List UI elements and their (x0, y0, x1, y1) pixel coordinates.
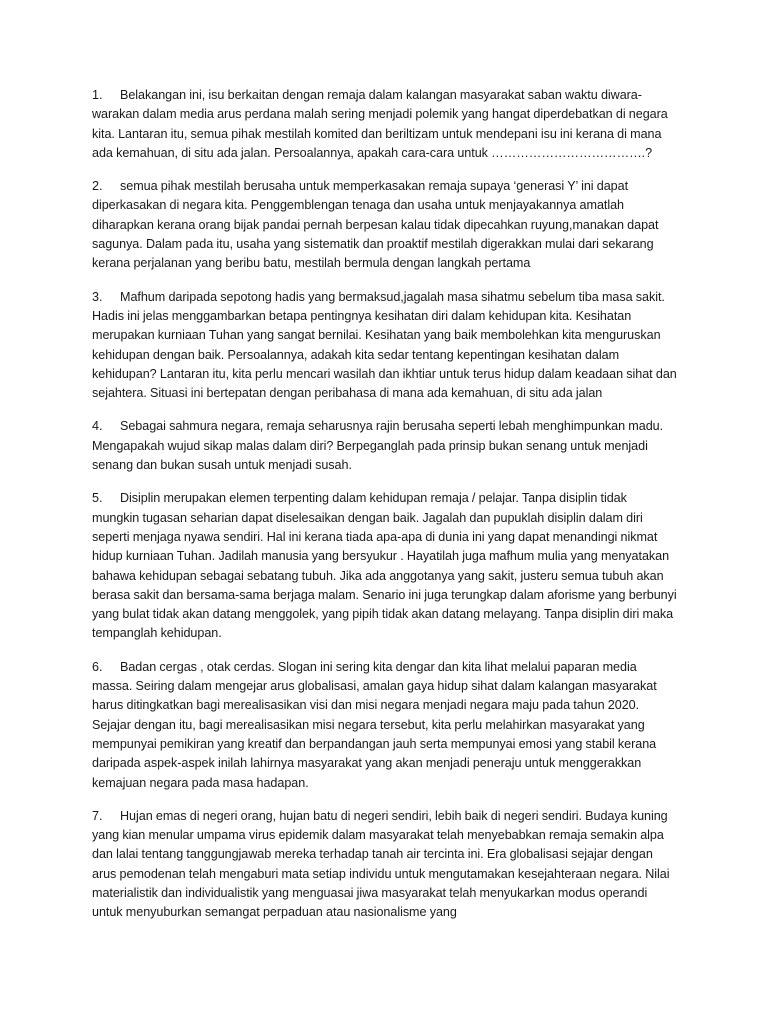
paragraph-number: 6. (92, 659, 103, 674)
paragraph-number: 2. (92, 179, 103, 194)
paragraph-text: Sebagai sahmura negara, remaja seharusnya rajin berusaha seperti lebah menghimpunkan madu. Mengapakah wujud sikap malas dalam diri? Berpeganglah pada prinsip bukan senang untuk menjadi senang dan bukan susah untuk menjadi susah. (92, 419, 664, 473)
paragraph-number: 4. (92, 419, 103, 434)
paragraph-number: 5. (92, 491, 103, 506)
paragraph-5 (92, 489, 677, 643)
paragraph-number: 3. (92, 289, 103, 304)
paragraph-text: semua pihak mestilah berusaha untuk memperkasakan remaja supaya ‘generasi Y’ ini dapat diperkasakan di negara kita. Penggemblengan tenaga dan usaha untuk menjayakannya amatlah diharapkan kerana orang bijak pandai pernah berpesan kalau tidak dipecahkan ruyung,manakan dapat sagunya. Dalam pada itu, usaha yang sistematik dan proaktif mestilah digerakkan mulai dari sekarang kerana perjalanan yang beribu batu, mestilah bermula dengan langkah pertama (92, 179, 659, 271)
paragraph-number: 7. (92, 808, 103, 823)
paragraph-1 (92, 86, 677, 163)
paragraph-text: Hujan emas di negeri orang, hujan batu di negeri sendiri, lebih baik di negeri sendiri. Budaya kuning yang kian menular umpama virus epidemik dalam masyarakat telah menyebabkan remaja semakin alpa dan lalai tentang tanggungjawab mereka terhadap tanah air tercinta ini. Era globalisasi sejajar dengan arus pemodenan telah mengaburi mata setiap individu untuk mengutamakan kesejahteraan negara. Nilai materialistik dan individualistik yang menguasai jiwa masyarakat telah menyukarkan modus operandi untuk menyuburkan semangat perpaduan atau nasionalisme yang (92, 808, 670, 920)
paragraph-text: Badan cergas , otak cerdas. Slogan ini sering kita dengar dan kita lihat melalui paparan media massa. Seiring dalam mengejar arus globalisasi, amalan gaya hidup sihat dalam kalangan masyarakat harus ditingkatkan bagi merealisasikan visi dan misi negara menjadi negara maju pada tahun 2020. Sejajar dengan itu, bagi merealisasikan misi negara tersebut, kita perlu melahirkan masyarakat yang mempunyai pemikiran yang kreatif dan berpandangan jauh serta mempunyai emosi yang stabil kerana daripada aspek-aspek inilah lahirnya masyarakat yang akan menjadi peneraju untuk menggerakkan kemajuan negara pada masa hadapan. (92, 659, 657, 790)
paragraph-4 (92, 417, 677, 475)
paragraph-6 (92, 658, 677, 793)
paragraph-number: 1. (92, 88, 103, 102)
paragraph-text: Mafhum daripada sepotong hadis yang bermaksud,jagalah masa sihatmu sebelum tiba masa sakit. Hadis ini jelas menggambarkan betapa pentingnya kesihatan diri dalam kehidupan kita. Kesihatan merupakan kurniaan Tuhan yang sangat bernilai. Kesihatan yang baik membolehkan kita menguruskan kehidupan dengan baik. Persoalannya, adakah kita sedar tentang kepentingan kesihatan dalam kehidupan? Lantaran itu, kita perlu mencari wasilah dan ikhtiar untuk terus hidup dalam keadaan sihat dan sejahtera. Situasi ini bertepatan dengan peribahasa di mana ada kemahuan, di situ ada jalan (92, 289, 677, 401)
paragraph-text: Belakangan ini, isu berkaitan dengan remaja dalam kalangan masyarakat saban waktu diwara-warakan dalam media arus perdana malah sering menjadi polemik yang hangat diperdebatkan di negara kita. Lantaran itu, semua pihak mestilah komited dan beriltizam untuk mendepani isu ini kerana di mana ada kemahuan, di situ ada jalan. Persoalannya, apakah cara-cara untuk ……………………………….? (92, 88, 668, 160)
document-body (92, 86, 677, 937)
paragraph-2 (92, 177, 677, 273)
paragraph-3 (92, 288, 677, 404)
paragraph-7 (92, 807, 677, 923)
paragraph-text: Disiplin merupakan elemen terpenting dalam kehidupan remaja / pelajar. Tanpa disiplin tidak mungkin tugasan seharian dapat diselesaikan dengan baik. Jagalah dan pupuklah disiplin dalam diri seperti menjaga nyawa sendiri. Hal ini kerana tiada apa-apa di dunia ini yang dapat menandingi nikmat hidup kurniaan Tuhan. Jadilah manusia yang bersyukur . Hayatilah juga mafhum mulia yang menyatakan bahawa kehidupan sebagai sebatang tubuh. Jika ada anggotanya yang sakit, justeru semua tubuh akan berasa sakit dan bersama-sama berjaga malam. Senario ini juga terungkap dalam aforisme yang berbunyi yang bulat tidak akan datang menggolek, yang pipih tidak akan datang melayang. Tanpa disiplin diri maka tempanglah kehidupan. (92, 491, 677, 641)
